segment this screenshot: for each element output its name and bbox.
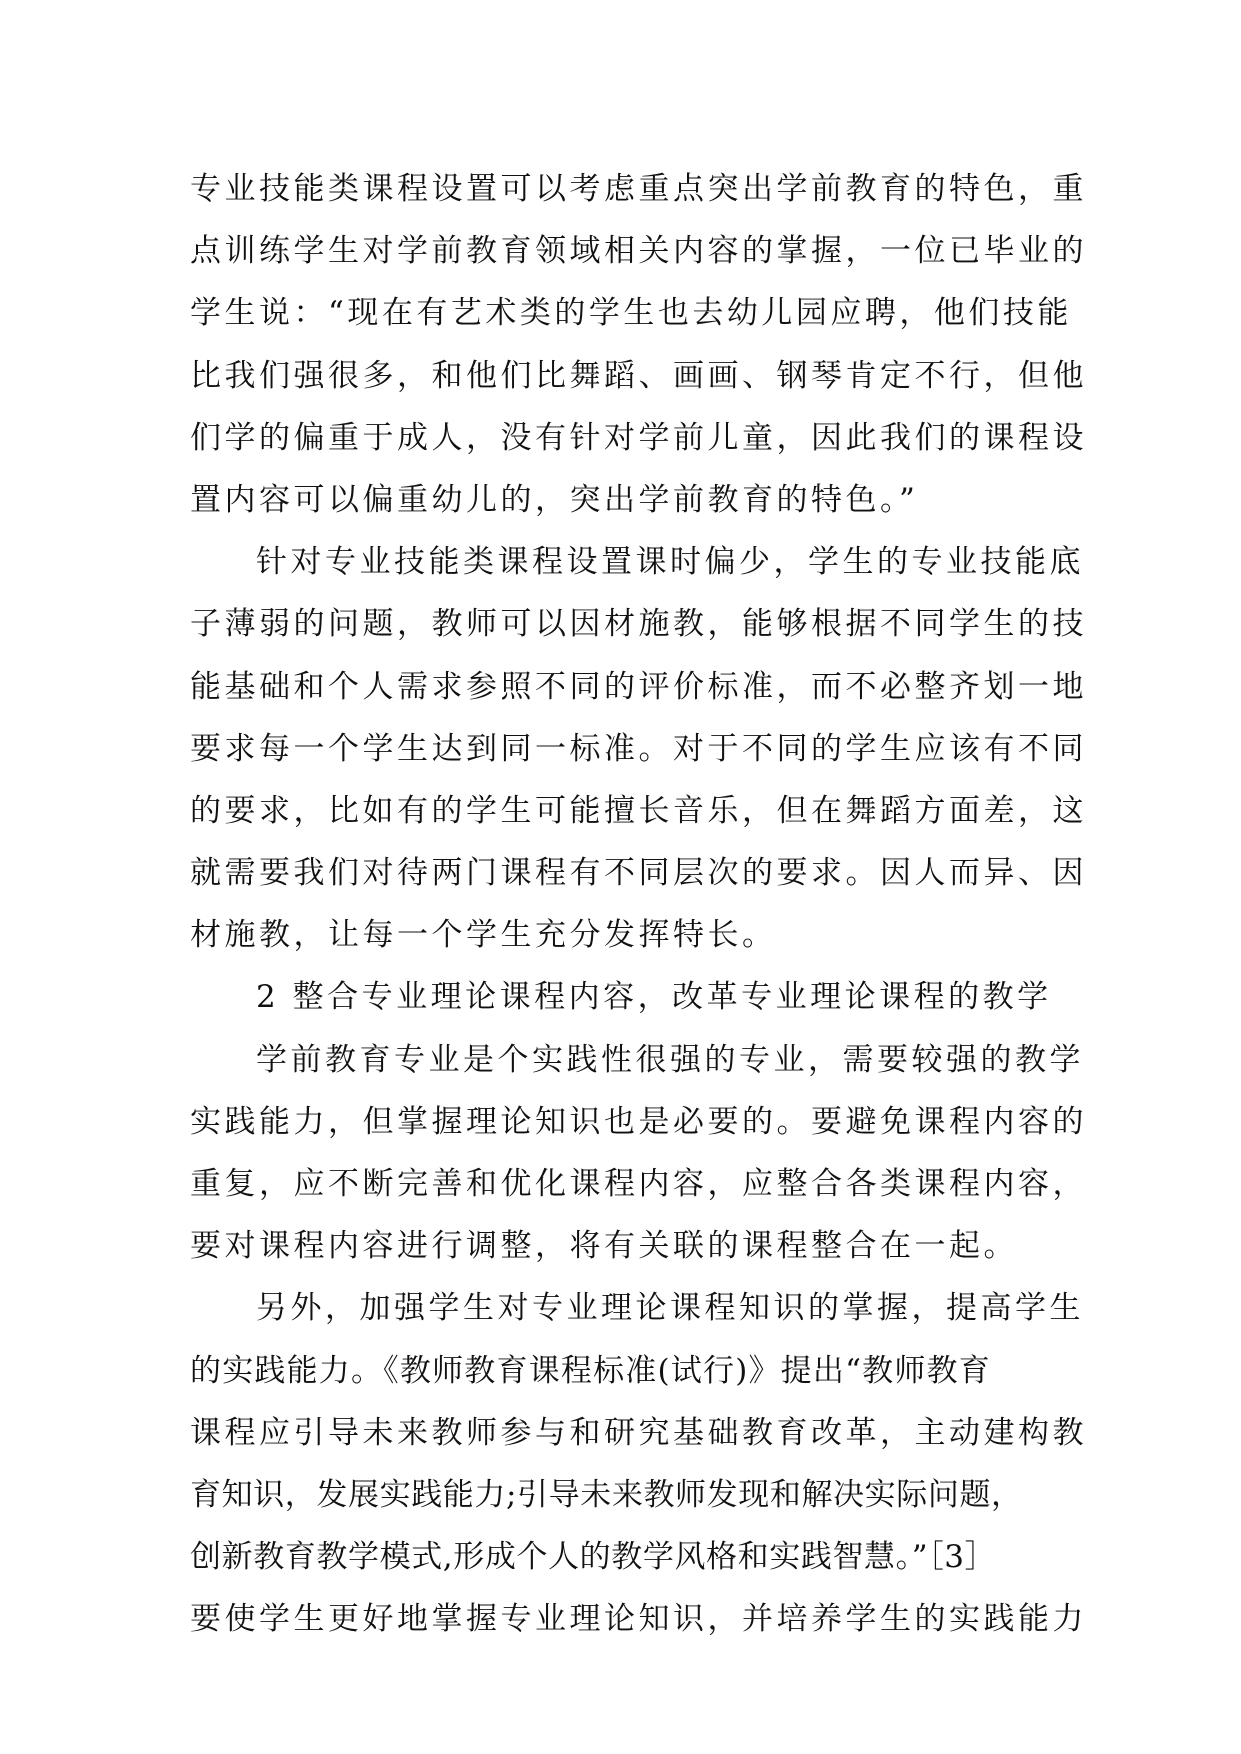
paragraph-first-line: 学前教育专业是个实践性很强的专业，需要较强的教学: [256, 1041, 1084, 1078]
text-line: 实践能力，但掌握理论知识也是必要的。要避免课程内容的: [190, 1103, 1087, 1140]
text-line: 要使学生更好地掌握专业理论知识，并培养学生的实践能力: [190, 1601, 1087, 1638]
paragraph-first-line: 针对专业技能类课程设置课时偏少，学生的专业技能底: [256, 544, 1084, 581]
text-line: 比我们强很多，和他们比舞蹈、画画、钢琴肯定不行，但他: [190, 357, 1087, 394]
text-line: 课程应引导未来教师参与和研究基础教育改革，主动建构教: [190, 1414, 1087, 1451]
text-line: 重复，应不断完善和优化课程内容，应整合各类课程内容，: [190, 1166, 1087, 1202]
text-line: 点训练学生对学前教育领域相关内容的掌握，一位已毕业的: [190, 233, 1087, 270]
text-line: 子薄弱的问题，教师可以因材施教，能够根据不同学生的技: [190, 606, 1087, 643]
text-line: 要求每一个学生达到同一标准。对于不同的学生应该有不同: [190, 730, 1087, 767]
body-text: [190, 158, 1087, 1651]
paragraph-first-line: 另外，加强学生对专业理论课程知识的掌握，提高学生: [256, 1290, 1084, 1327]
text-line: 的要求，比如有的学生可能擅长音乐，但在舞蹈方面差，这: [190, 792, 1087, 829]
text-line: 育知识，发展实践能力;引导未来教师发现和解决实际问题，: [190, 1476, 1023, 1513]
text-line: 置内容可以偏重幼儿的，突出学前教育的特色。”: [190, 481, 919, 518]
section-heading: 2 整合专业理论课程内容，改革专业理论课程的教学: [256, 979, 1052, 1016]
text-line: 要对课程内容进行调整，将有关联的课程整合在一起。: [190, 1228, 1018, 1265]
text-line: 创新教育教学模式,形成个人的教学风格和实践智慧。”［3］: [190, 1539, 997, 1576]
text-line: 的实践能力。《教师教育课程标准(试行)》提出“教师教育: [190, 1352, 991, 1389]
text-line: 专业技能类课程设置可以考虑重点突出学前教育的特色，重: [190, 171, 1087, 207]
text-line: 学生说：“现在有艺术类的学生也去幼儿园应聘，他们技能: [190, 295, 1072, 332]
text-line: 能基础和个人需求参照不同的评价标准，而不必整齐划一地: [190, 668, 1087, 705]
text-line: 们学的偏重于成人，没有针对学前儿童，因此我们的课程设: [190, 419, 1087, 456]
text-line: 就需要我们对待两门课程有不同层次的要求。因人而异、因: [190, 855, 1087, 892]
text-line: 材施教，让每一个学生充分发挥特长。: [190, 917, 777, 954]
